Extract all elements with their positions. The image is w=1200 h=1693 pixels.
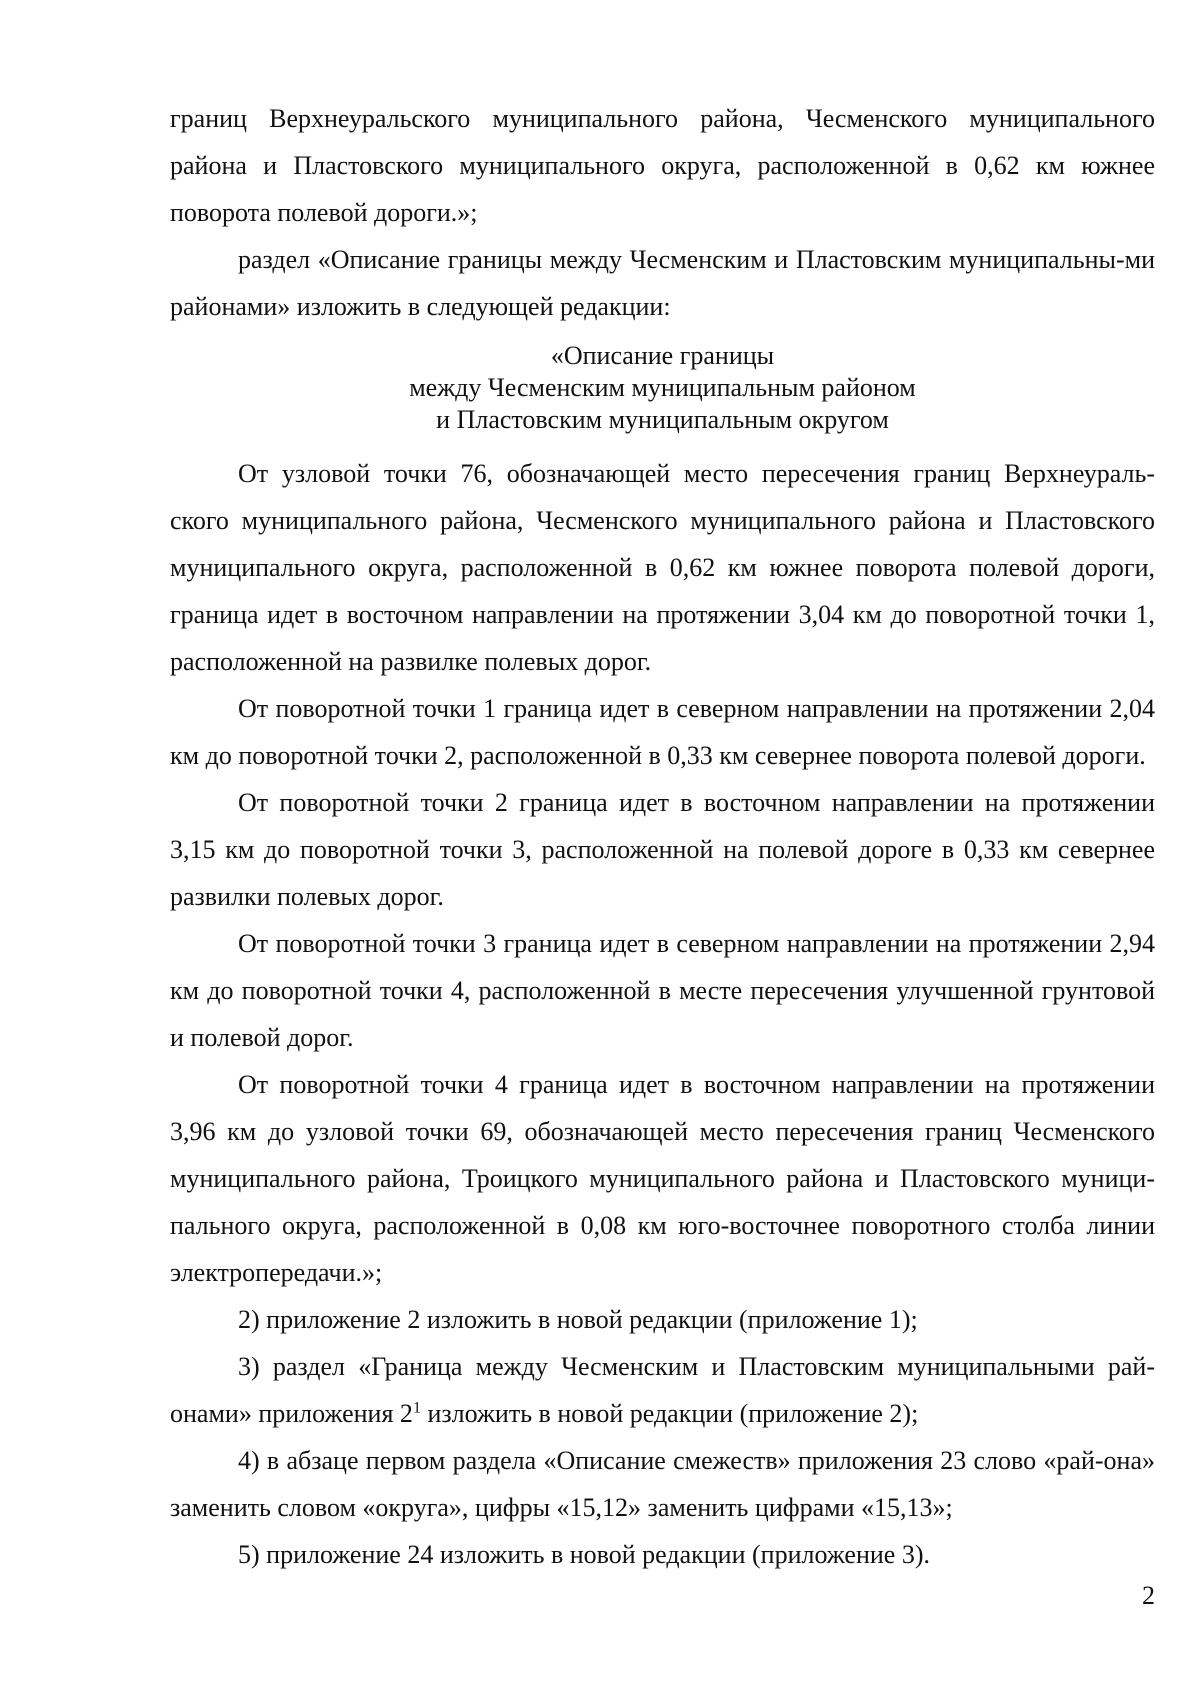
- paragraph-2: От поворотной точки 1 граница идет в северном направлении на протяжении 2,04 км до поворотной точки 2, расположенной в 0,33 км севернее поворота полевой дороги.: [170, 694, 1155, 770]
- list-item-3-text-after: изложить в новой редакции (приложение 2);: [420, 1399, 919, 1428]
- heading-line-1: «Описание границы: [550, 341, 775, 370]
- list-item-3-superscript: 1: [412, 1399, 421, 1417]
- list-item-4: 4) в абзаце первом раздела «Описание смежеств» приложения 23 слово «рай-она» заменить словом «округа», цифры «15,12» заменить цифрами «15,13»;: [170, 1446, 1155, 1522]
- paragraph-5: От поворотной точки 4 граница идет в восточном направлении на протяжении 3,96 км до узловой точки 69, обозначающей место пересечения границ Чесменского муниципального района, Троицкого муниципального района и Пластовского муници-пального округа, расположенной в 0,08 км юго-восточнее поворотного столба линии электропередачи.»;: [170, 1070, 1155, 1287]
- list-item-5: 5) приложение 24 изложить в новой редакции (приложение 3).: [238, 1540, 930, 1569]
- paragraph-section-intro: раздел «Описание границы между Чесменским и Пластовским муниципальны-ми районами» изложить в следующей редакции:: [170, 245, 1155, 321]
- heading-line-2: между Чесменским муниципальным районом: [409, 373, 916, 402]
- document-body: [170, 95, 1155, 1578]
- list-item-3: [170, 1343, 1155, 1437]
- list-item-3-text-before: 3) раздел «Граница между Чесменским и Пластовским муниципальными рай-онами» приложения 2: [170, 1352, 1155, 1428]
- paragraph-4: От поворотной точки 3 граница идет в северном направлении на протяжении 2,94 км до поворотной точки 4, расположенной в месте пересечения улучшенной грунтовой и полевой дорог.: [170, 929, 1155, 1052]
- paragraph-1: От узловой точки 76, обозначающей место пересечения границ Верхнеураль-ского муниципального района, Чесменского муниципального района и Пластовского муниципального округа, расположенной в 0,62 км южнее поворота полевой дороги, граница идет в восточном направлении на протяжении 3,04 км до поворотной точки 1, расположенной на развилке полевых дорог.: [170, 459, 1155, 676]
- section-heading: [170, 340, 1155, 436]
- page-number: 2: [1142, 1581, 1155, 1610]
- paragraph-continuation: границ Верхнеуральского муниципального района, Чесменского муниципального района и Пластовского муниципального округа, расположенной в 0,62 км южнее поворота полевой дороги.»;: [170, 104, 1155, 227]
- list-item-2: 2) приложение 2 изложить в новой редакции (приложение 1);: [238, 1305, 918, 1334]
- paragraph-3: От поворотной точки 2 граница идет в восточном направлении на протяжении 3,15 км до поворотной точки 3, расположенной на полевой дороге в 0,33 км севернее развилки полевых дорог.: [170, 788, 1155, 911]
- heading-line-3: и Пластовским муниципальным округом: [436, 405, 889, 434]
